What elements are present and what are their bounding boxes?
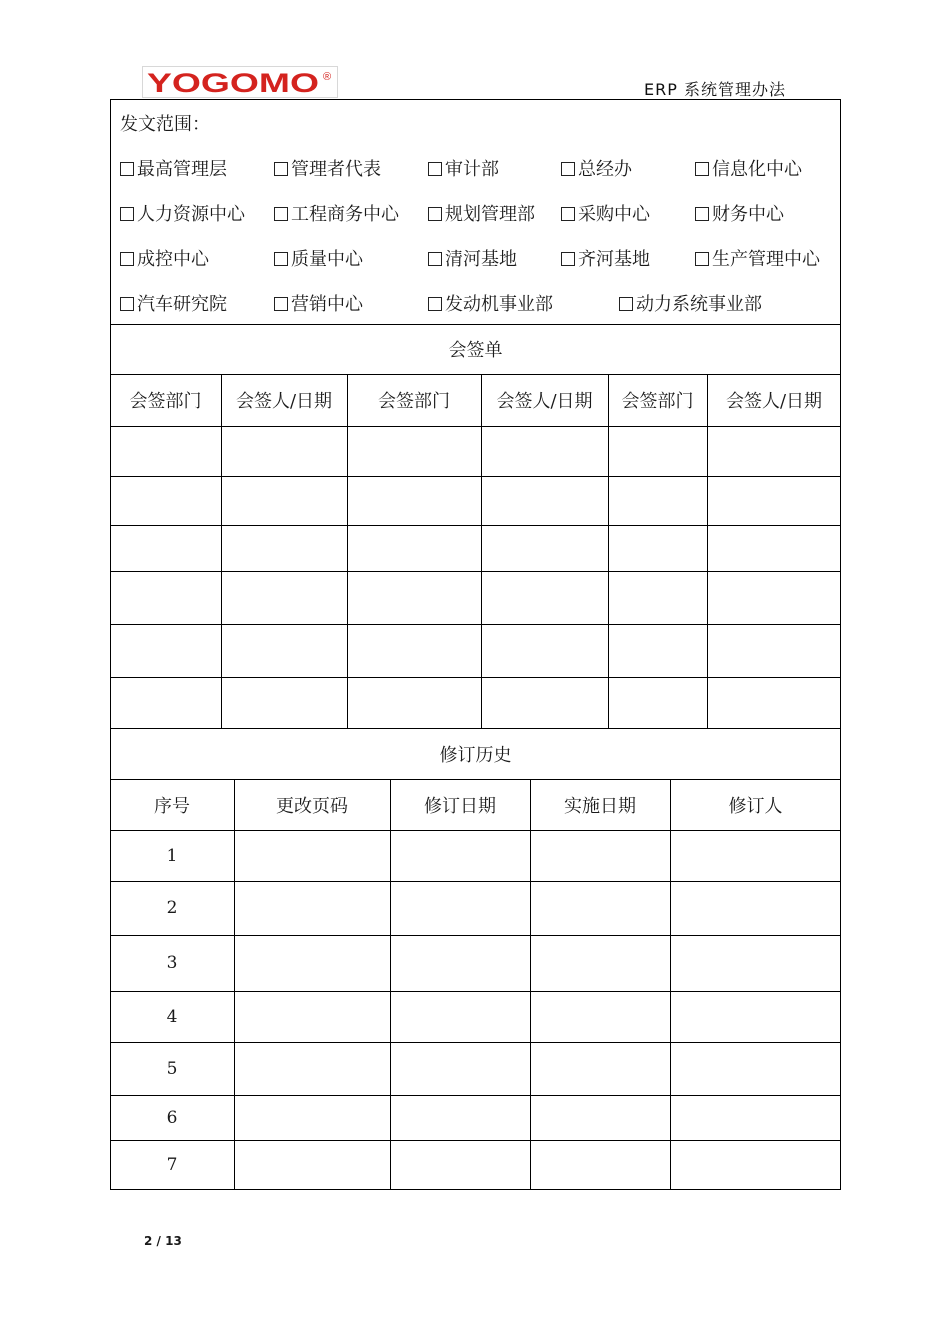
revision-row-number: 7 (166, 1154, 178, 1175)
checkbox-top-management[interactable]: 最高管理层 (120, 155, 227, 181)
revision-row-number: 2 (166, 898, 178, 918)
checkbox-management-representative[interactable]: 管理者代表 (274, 155, 381, 181)
countersign-header-dept: 会签部门 (378, 391, 450, 412)
divider-line (110, 571, 841, 572)
revision-row-number: 1 (166, 845, 178, 866)
checkbox-icon (274, 297, 288, 311)
distribution-scope-label: 发文范围： (120, 114, 210, 135)
revision-header-effective-date: 实施日期 (564, 795, 636, 817)
logo-wordmark: YOGOMO (147, 68, 319, 97)
checkbox-icon (274, 252, 288, 266)
divider-line (110, 476, 841, 477)
checkbox-icon (619, 297, 633, 311)
revision-header-reviser: 修订人 (728, 795, 783, 817)
checkbox-it-center[interactable]: 信息化中心 (695, 155, 802, 181)
checkbox-procurement-center[interactable]: 采购中心 (561, 200, 650, 226)
checkbox-audit-dept[interactable]: 审计部 (428, 155, 499, 181)
column-divider (530, 779, 531, 1189)
checkbox-icon (561, 252, 575, 266)
revision-header-revision-date: 修订日期 (424, 795, 496, 817)
checkbox-icon (120, 162, 134, 176)
column-divider (347, 374, 348, 728)
checkbox-production-management-center[interactable]: 生产管理中心 (695, 245, 820, 271)
checkbox-general-office[interactable]: 总经办 (561, 155, 632, 181)
column-divider (707, 374, 708, 728)
page-indicator: 2 / 13 (144, 1234, 182, 1248)
revision-row-number: 4 (166, 1006, 178, 1027)
checkbox-cost-control-center[interactable]: 成控中心 (120, 245, 209, 271)
countersign-header-signer-date: 会签人/日期 (496, 391, 593, 412)
countersign-header-signer-date: 会签人/日期 (235, 391, 333, 412)
divider-line (110, 677, 841, 678)
revision-row-number: 3 (166, 953, 178, 973)
checkbox-quality-center[interactable]: 质量中心 (274, 245, 363, 271)
countersign-header-signer-date: 会签人/日期 (725, 391, 823, 412)
checkbox-hr-center[interactable]: 人力资源中心 (120, 200, 245, 226)
checkbox-icon (695, 207, 709, 221)
checkbox-powertrain-division[interactable]: 动力系统事业部 (619, 290, 762, 316)
checkbox-icon (428, 297, 442, 311)
checkbox-icon (695, 162, 709, 176)
checkbox-planning-dept[interactable]: 规划管理部 (428, 200, 535, 226)
countersign-header-dept: 会签部门 (129, 391, 202, 412)
document-title: ERP 系统管理办法 (644, 80, 786, 99)
column-divider (221, 374, 222, 728)
checkbox-icon (561, 162, 575, 176)
company-logo (142, 66, 338, 98)
checkbox-finance-center[interactable]: 财务中心 (695, 200, 784, 226)
checkbox-marketing-center[interactable]: 营销中心 (274, 290, 363, 316)
revision-row-number: 5 (166, 1058, 178, 1079)
divider-line (110, 426, 841, 427)
logo-graphic (143, 67, 337, 97)
checkbox-icon (695, 252, 709, 266)
checkbox-icon (561, 207, 575, 221)
checkbox-icon (120, 207, 134, 221)
checkbox-icon (120, 252, 134, 266)
checkbox-icon (428, 162, 442, 176)
checkbox-icon (274, 207, 288, 221)
checkbox-engine-division[interactable]: 发动机事业部 (428, 290, 553, 316)
column-divider (390, 779, 391, 1189)
checkbox-icon (120, 297, 134, 311)
revision-history-title: 修订历史 (439, 744, 512, 766)
divider-line (110, 525, 841, 526)
checkbox-icon (428, 252, 442, 266)
registered-mark-icon: ® (323, 71, 332, 83)
checkbox-automotive-research-institute[interactable]: 汽车研究院 (120, 290, 227, 316)
checkbox-qihe-base[interactable]: 齐河基地 (561, 245, 650, 271)
column-divider (481, 374, 482, 728)
countersign-header-dept: 会签部门 (621, 391, 694, 412)
divider-line (110, 624, 841, 625)
revision-row-number: 6 (166, 1107, 178, 1128)
checkbox-icon (274, 162, 288, 176)
column-divider (608, 374, 609, 728)
revision-header-seq: 序号 (154, 795, 190, 817)
checkbox-icon (428, 207, 442, 221)
revision-header-changed-pages: 更改页码 (276, 795, 348, 817)
checkbox-engineering-business-center[interactable]: 工程商务中心 (274, 200, 399, 226)
countersign-title: 会签单 (448, 340, 503, 361)
column-divider (670, 779, 671, 1189)
column-divider (234, 779, 235, 1189)
checkbox-qinghe-base[interactable]: 清河基地 (428, 245, 517, 271)
